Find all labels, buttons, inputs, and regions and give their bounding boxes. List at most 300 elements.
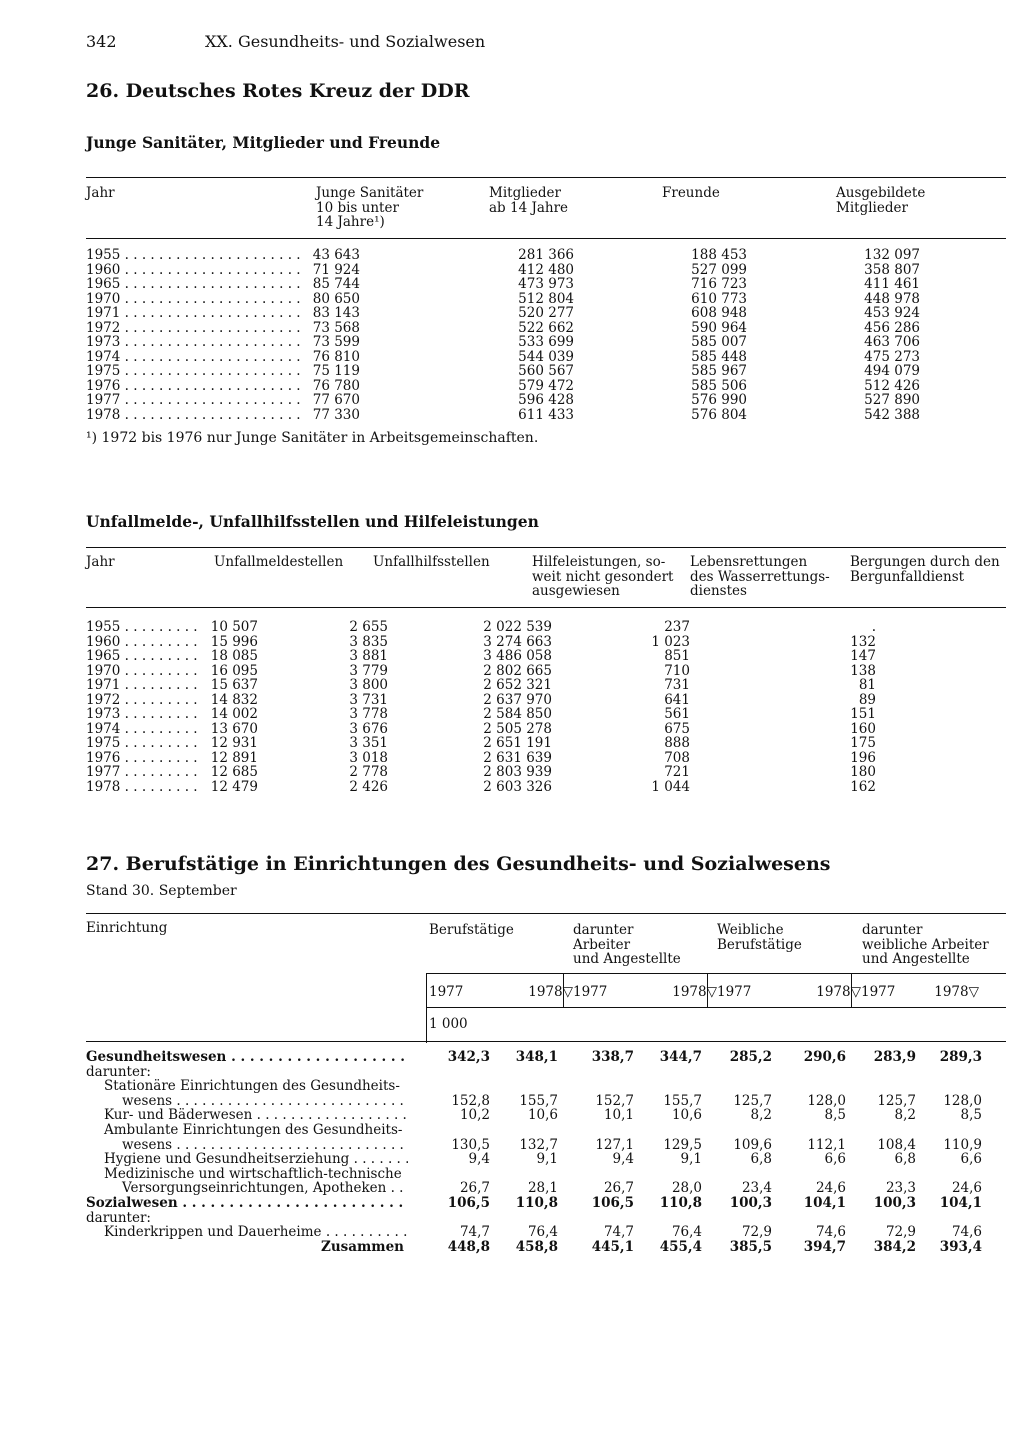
table-cell	[490, 1167, 558, 1182]
table-cell	[916, 1167, 982, 1182]
year-header: 1978▽	[816, 984, 861, 1000]
year-header: 1978▽	[672, 984, 717, 1000]
table-cell: 576 804	[691, 406, 747, 423]
table-cell: 10,6	[527, 1107, 558, 1124]
table1-subtitle: Junge Sanitäter, Mitglieder und Freunde	[86, 133, 441, 152]
table2-col-unfallmeldestellen: Unfallmeldestellen	[214, 554, 344, 570]
table-row	[86, 722, 876, 737]
table-cell: 3 835	[349, 633, 388, 650]
row-year: 1960 . . .	[86, 263, 300, 278]
table1-head-rule	[86, 238, 1006, 239]
table-cell: 561	[664, 706, 690, 722]
table-cell: 8,5	[960, 1107, 982, 1124]
row-label: Kinderkrippen und Dauerheime . . .	[86, 1225, 408, 1240]
table-cell: 721	[664, 764, 690, 780]
table-cell: 104,1	[803, 1194, 846, 1211]
table-cell: 75 119	[312, 363, 360, 379]
table-cell: 3 351	[349, 735, 388, 751]
table-cell: 77 670	[312, 392, 360, 408]
table-row	[86, 751, 876, 766]
table-cell	[772, 1065, 846, 1080]
table-cell: 731	[664, 677, 690, 693]
table3-group-arbeiter: darunter Arbeiter und Angestellte	[573, 922, 681, 967]
table-cell: 74,7	[603, 1224, 634, 1241]
table1-col-mitglieder: Mitglieder ab 14 Jahre	[489, 185, 569, 216]
table-cell: 338,7	[591, 1049, 634, 1065]
table-cell: 2 584 850	[483, 706, 552, 722]
table3-unit: 1 000	[429, 1016, 468, 1032]
table-cell: 456 286	[864, 319, 920, 336]
row-year: 1974 . . .	[86, 350, 300, 365]
table-cell: 28,1	[527, 1180, 558, 1197]
table-cell: 9,1	[680, 1151, 702, 1168]
table-cell: 196	[850, 749, 876, 766]
table-cell: 188 453	[691, 247, 747, 263]
row-label: wesens . . .	[86, 1138, 408, 1153]
table-cell: 2 603 326	[483, 778, 552, 795]
table-cell: 542 388	[864, 406, 920, 423]
table-cell: 394,7	[803, 1238, 846, 1255]
table-cell: 132	[850, 633, 876, 650]
table-cell	[634, 1079, 702, 1094]
table-cell: 6,8	[750, 1151, 772, 1168]
section-27-subtitle: Stand 30. September	[86, 883, 237, 899]
table3-group-weibliche: Weibliche Berufstätige	[717, 922, 802, 953]
table-cell: 2 778	[349, 764, 388, 780]
table-cell	[772, 1211, 846, 1226]
table3-group-weibliche-arbeiter: darunter weibliche Arbeiter und Angestellte	[862, 922, 989, 967]
table-cell: 608 948	[691, 305, 747, 321]
table-cell	[702, 1211, 772, 1226]
table-cell: 12 685	[210, 764, 258, 780]
table-cell: 3 778	[349, 706, 388, 722]
table1	[86, 248, 920, 422]
table-cell	[772, 1167, 846, 1182]
table-cell: 411 461	[864, 276, 920, 292]
table3-group-rule	[426, 973, 1006, 974]
table-cell	[558, 1211, 634, 1226]
row-label: Gesundheitswesen . . .	[86, 1050, 408, 1065]
row-label: Hygiene und Gesundheitserziehung . . .	[86, 1152, 408, 1167]
table-cell: 76 810	[312, 348, 360, 365]
table-row	[86, 408, 920, 423]
table-cell	[916, 1079, 982, 1094]
table3-col-einrichtung: Einrichtung	[86, 920, 168, 936]
table-cell: 579 472	[518, 377, 574, 394]
table-cell: 12 931	[210, 735, 258, 751]
table-cell: 590 964	[691, 319, 747, 336]
table-cell: 710	[664, 662, 690, 679]
table-cell	[634, 1065, 702, 1080]
table3-head-rule	[86, 1041, 1006, 1042]
row-year: 1974 . . .	[86, 722, 198, 737]
year-header: 1977	[861, 984, 896, 1000]
year-header: 1977	[573, 984, 608, 1000]
row-year: 1970 . . .	[86, 292, 300, 307]
chapter-title: XX. Gesundheits- und Sozialwesen	[205, 32, 486, 51]
table-cell: 358 807	[864, 261, 920, 278]
table-cell: 455,4	[659, 1238, 702, 1255]
table-cell: 74,6	[951, 1224, 982, 1241]
table-cell: 2 505 278	[483, 720, 552, 737]
table-row	[86, 765, 876, 780]
table-row	[86, 1152, 982, 1167]
table-cell: 127,1	[595, 1136, 634, 1153]
table-cell	[634, 1211, 702, 1226]
table-cell: 109,6	[733, 1136, 772, 1153]
table-cell: 6,6	[960, 1151, 982, 1168]
table-cell: 155,7	[663, 1092, 702, 1109]
table-cell: 3 486 058	[483, 648, 552, 664]
table-cell: 716 723	[691, 276, 747, 292]
year-header-row	[429, 985, 979, 1000]
table-cell: 610 773	[691, 290, 747, 307]
table-cell: 3 800	[349, 677, 388, 693]
table-cell: 77 330	[312, 406, 360, 423]
table-cell: 384,2	[873, 1238, 916, 1255]
table-cell	[916, 1123, 982, 1138]
table-cell: 112,1	[807, 1136, 846, 1153]
table-cell	[634, 1167, 702, 1182]
table-cell: 13 670	[210, 720, 258, 737]
table2-top-rule	[86, 547, 1006, 548]
table-row	[86, 635, 876, 650]
table-cell: 675	[664, 720, 690, 737]
table-row	[86, 1211, 982, 1226]
table1-col-junge-sanitaeter: Junge Sanitäter 10 bis unter 14 Jahre¹)	[316, 185, 424, 230]
table-cell	[916, 1211, 982, 1226]
table-cell: 3 779	[349, 662, 388, 679]
row-label: darunter:	[86, 1209, 151, 1226]
table-cell	[408, 1167, 490, 1182]
table-row	[86, 350, 920, 365]
table1-col-jahr: Jahr	[86, 185, 115, 201]
table-row	[86, 693, 876, 708]
row-year: 1971 . . .	[86, 306, 300, 321]
table-cell: 14 002	[210, 706, 258, 722]
table-row	[86, 1065, 982, 1080]
row-year: 1955 . . .	[86, 248, 300, 263]
table-cell: 342,3	[447, 1049, 490, 1065]
table-cell: 162	[850, 778, 876, 795]
table-cell: 10 507	[210, 619, 258, 635]
table-cell: 26,7	[603, 1180, 634, 1197]
row-label: Sozialwesen . . .	[86, 1196, 408, 1211]
table2-col-bergungen: Bergungen durch den Bergunfalldienst	[850, 554, 1000, 585]
table-cell: 560 567	[518, 363, 574, 379]
table-cell: 24,6	[951, 1180, 982, 1197]
table-cell: 385,5	[729, 1238, 772, 1255]
table-cell: 132,7	[519, 1136, 558, 1153]
table-cell: 544 039	[518, 348, 574, 365]
table-cell: 14 832	[210, 691, 258, 708]
table-cell: 522 662	[518, 319, 574, 336]
table-cell: 348,1	[515, 1049, 558, 1065]
table-cell	[558, 1167, 634, 1182]
table-cell: 512 426	[864, 377, 920, 394]
table-cell: 71 924	[312, 261, 360, 278]
row-label: Medizinische und wirtschaftlich-technische	[104, 1165, 402, 1182]
table-cell: 152,8	[451, 1092, 490, 1109]
table-cell: 110,9	[943, 1136, 982, 1153]
table-cell: 475 273	[864, 348, 920, 365]
table-row	[86, 1138, 982, 1153]
table-cell: 3 731	[349, 691, 388, 708]
table-cell: 6,8	[894, 1151, 916, 1168]
year-header: 1978▽	[528, 984, 573, 1000]
table-cell: 130,5	[451, 1136, 490, 1153]
table-cell: 15 637	[210, 677, 258, 693]
table2-col-lebensrettungen: Lebensrettungen des Wasserrettungs- dienstes	[690, 554, 830, 599]
table-cell: 393,4	[939, 1238, 982, 1255]
table-row	[86, 1123, 982, 1138]
table-cell	[408, 1079, 490, 1094]
table-cell: 281 366	[518, 247, 574, 263]
row-label: Stationäre Einrichtungen des Gesundheits-	[104, 1078, 400, 1095]
table-cell: 110,8	[515, 1194, 558, 1211]
table-cell: 8,2	[894, 1107, 916, 1124]
table-cell: 43 643	[312, 247, 360, 263]
table-cell: 15 996	[210, 633, 258, 650]
table-cell	[702, 1123, 772, 1138]
row-year: 1977 . . .	[86, 765, 198, 780]
year-header: 1977	[429, 984, 464, 1000]
table2-head-rule	[86, 607, 1006, 608]
row-year: 1973 . . .	[86, 707, 198, 722]
table-cell: 76 780	[312, 377, 360, 394]
table-row	[86, 1050, 982, 1065]
table-cell: 12 891	[210, 749, 258, 766]
table-cell: 24,6	[815, 1180, 846, 1197]
table-cell	[702, 1065, 772, 1080]
table-cell: 2 631 639	[483, 749, 552, 766]
table-cell: 611 433	[518, 406, 574, 423]
table-cell: 2 022 539	[483, 619, 552, 635]
table-cell: 10,2	[459, 1107, 490, 1124]
table-cell: 585 448	[691, 348, 747, 365]
table-row	[86, 1196, 982, 1211]
row-year: 1976 . . .	[86, 751, 198, 766]
table-cell: 10,6	[671, 1107, 702, 1124]
table-cell: 641	[664, 691, 690, 708]
table-row	[86, 1079, 982, 1094]
table-cell: 412 480	[518, 261, 574, 278]
table-cell: 9,4	[468, 1151, 490, 1168]
row-year: 1971 . . .	[86, 678, 198, 693]
table-cell: 289,3	[939, 1049, 982, 1065]
table-cell	[408, 1065, 490, 1080]
table2-col-hilfeleistungen: Hilfeleistungen, so- weit nicht gesondert ausgewiesen	[532, 554, 674, 599]
table1-col-freunde: Freunde	[662, 185, 720, 201]
table-cell: 151	[850, 706, 876, 722]
table-cell: 110,8	[659, 1194, 702, 1211]
table-cell: 80 650	[312, 290, 360, 307]
table-cell: 283,9	[873, 1049, 916, 1065]
table-cell: 458,8	[515, 1238, 558, 1255]
table-row	[86, 379, 920, 394]
table-cell: 152,7	[595, 1092, 634, 1109]
table-cell: 2 426	[349, 778, 388, 795]
row-year: 1977 . . .	[86, 393, 300, 408]
row-year: 1976 . . .	[86, 379, 300, 394]
table2-col-unfallhilfsstellen: Unfallhilfsstellen	[373, 554, 490, 570]
table-cell: 494 079	[864, 363, 920, 379]
row-year: 1978 . . .	[86, 780, 198, 795]
table-cell: 128,0	[807, 1092, 846, 1109]
row-year: 1965 . . .	[86, 277, 300, 292]
table-cell: 85 744	[312, 276, 360, 292]
table-cell: 2 655	[349, 619, 388, 635]
table-row	[86, 364, 920, 379]
table-cell	[772, 1079, 846, 1094]
table-row	[86, 393, 920, 408]
table-cell: 9,4	[612, 1151, 634, 1168]
table-cell: 3 274 663	[483, 633, 552, 650]
table-cell: 1 023	[651, 633, 690, 650]
table-cell: 10,1	[603, 1107, 634, 1124]
table-row	[86, 248, 920, 263]
table-cell: 8,2	[750, 1107, 772, 1124]
table-cell	[558, 1123, 634, 1138]
table-row	[86, 1108, 982, 1123]
row-year: 1973 . . .	[86, 335, 300, 350]
table-cell: 2 652 321	[483, 677, 552, 693]
table-cell: 3 881	[349, 648, 388, 664]
table-cell: 100,3	[873, 1194, 916, 1211]
table-cell	[408, 1123, 490, 1138]
table-cell: 596 428	[518, 392, 574, 408]
row-label: Kur- und Bäderwesen . . .	[86, 1108, 408, 1123]
table2	[86, 620, 876, 794]
table-cell: 26,7	[459, 1180, 490, 1197]
table-row	[86, 292, 920, 307]
table-cell: 585 967	[691, 363, 747, 379]
table-cell	[634, 1123, 702, 1138]
table-cell: 74,6	[815, 1224, 846, 1241]
row-year: 1972 . . .	[86, 321, 300, 336]
table-cell: 125,7	[733, 1092, 772, 1109]
table-cell: 473 973	[518, 276, 574, 292]
table-cell: 3 018	[349, 749, 388, 766]
table-cell: 527 890	[864, 392, 920, 408]
table-cell: 16 095	[210, 662, 258, 679]
table-cell	[702, 1079, 772, 1094]
row-year: 1975 . . .	[86, 736, 198, 751]
table-cell: 851	[664, 648, 690, 664]
table-cell	[702, 1167, 772, 1182]
table-cell: 285,2	[729, 1049, 772, 1065]
table-cell: 76,4	[527, 1224, 558, 1241]
table-row	[86, 321, 920, 336]
table-cell	[846, 1211, 916, 1226]
table3-group-berufstaetige: Berufstätige	[429, 922, 514, 938]
table-row	[86, 277, 920, 292]
table-cell: 708	[664, 749, 690, 766]
table1-footnote: ¹) 1972 bis 1976 nur Junge Sanitäter in Arbeitsgemeinschaften.	[86, 430, 539, 446]
table-row	[86, 678, 876, 693]
table-cell: 81	[858, 677, 876, 693]
table-cell: 344,7	[659, 1049, 702, 1065]
table3-top-rule	[86, 913, 1006, 914]
table-cell: 23,4	[741, 1180, 772, 1197]
row-year: 1970 . . .	[86, 664, 198, 679]
row-year: 1972 . . .	[86, 693, 198, 708]
table-cell: 448,8	[447, 1238, 490, 1255]
row-label: wesens . . .	[86, 1094, 408, 1109]
table-cell: 73 599	[312, 334, 360, 350]
section-26-title: 26. Deutsches Rotes Kreuz der DDR	[86, 80, 470, 102]
table-cell: 533 699	[518, 334, 574, 350]
row-label: Ambulante Einrichtungen des Gesundheits-	[104, 1121, 403, 1138]
table-cell: 155,7	[519, 1092, 558, 1109]
row-year: 1960 . . .	[86, 635, 198, 650]
table-cell: 463 706	[864, 334, 920, 350]
table-row	[86, 649, 876, 664]
table-cell: 6,6	[824, 1151, 846, 1168]
table-cell	[490, 1211, 558, 1226]
table-cell	[490, 1065, 558, 1080]
table-cell: 2 637 970	[483, 691, 552, 708]
table-cell: 453 924	[864, 305, 920, 321]
table-cell: 72,9	[741, 1224, 772, 1241]
table-row	[86, 780, 876, 795]
row-year: 1955 . . .	[86, 620, 198, 635]
table-cell	[490, 1079, 558, 1094]
table-row	[86, 1225, 982, 1240]
table-cell: 180	[850, 764, 876, 780]
table-cell: 8,5	[824, 1107, 846, 1124]
row-label: Zusammen	[321, 1238, 404, 1255]
table-cell: 83 143	[312, 305, 360, 321]
table-row	[86, 664, 876, 679]
table-cell: 138	[850, 662, 876, 679]
table-cell: 237	[664, 619, 690, 635]
table-cell: 445,1	[591, 1238, 634, 1255]
table-cell	[408, 1211, 490, 1226]
table1-top-rule	[86, 177, 1006, 178]
table-cell: 576 990	[691, 392, 747, 408]
table-cell: 290,6	[803, 1049, 846, 1065]
row-year: 1978 . . .	[86, 408, 300, 423]
table-cell: 527 099	[691, 261, 747, 278]
table-cell: 2 803 939	[483, 764, 552, 780]
table-cell: 28,0	[671, 1180, 702, 1197]
table3	[86, 1050, 982, 1254]
table-cell: 73 568	[312, 319, 360, 336]
table3-years	[429, 985, 979, 1000]
table-cell: 106,5	[447, 1194, 490, 1211]
table-cell: 106,5	[591, 1194, 634, 1211]
table-cell: 175	[850, 735, 876, 751]
table-cell: 72,9	[885, 1224, 916, 1241]
table-cell	[846, 1079, 916, 1094]
table-row	[86, 1240, 982, 1255]
row-year: 1975 . . .	[86, 364, 300, 379]
year-header: 1978▽	[934, 984, 979, 1000]
table-cell: 160	[850, 720, 876, 737]
row-label: darunter:	[86, 1063, 151, 1080]
table-cell: 1 044	[651, 778, 690, 795]
table3-unit-rule	[426, 1007, 1006, 1008]
table-cell	[846, 1123, 916, 1138]
table-row	[86, 306, 920, 321]
table2-subtitle: Unfallmelde-, Unfallhilfsstellen und Hilfeleistungen	[86, 512, 539, 531]
table-cell: 100,3	[729, 1194, 772, 1211]
table-row	[86, 736, 876, 751]
table-cell: 129,5	[663, 1136, 702, 1153]
table-cell	[558, 1079, 634, 1094]
table-cell: 585 007	[691, 334, 747, 350]
